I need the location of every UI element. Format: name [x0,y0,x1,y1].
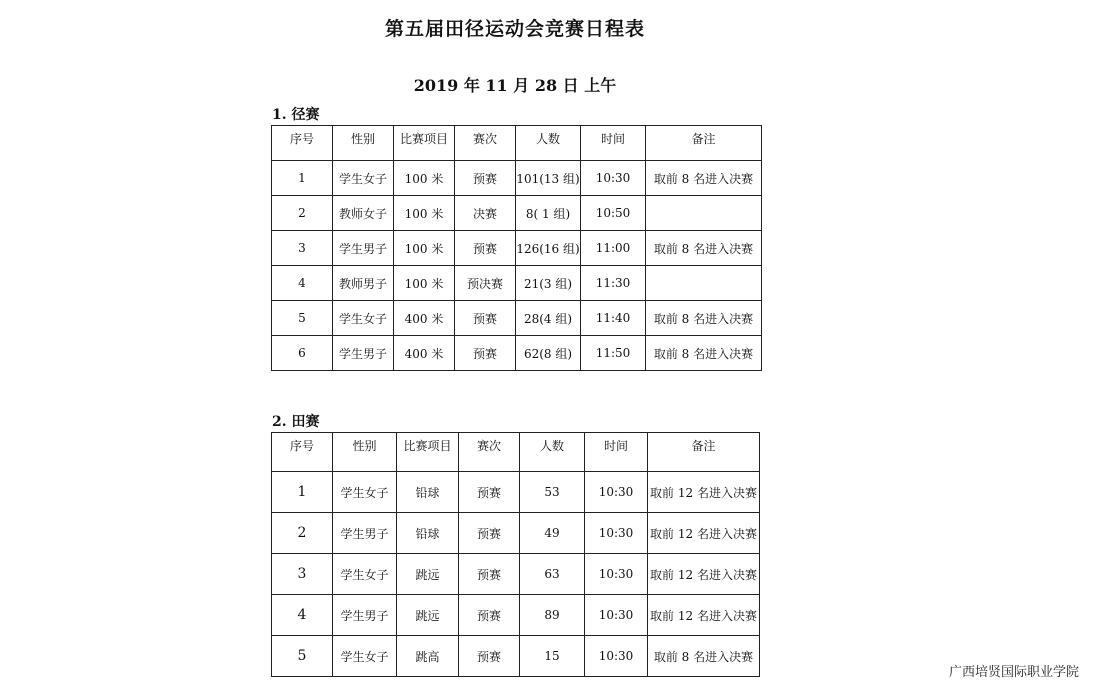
cell-round: 预赛 [455,301,516,336]
cell-count: 101(13 组) [516,161,581,196]
cell-round: 预赛 [459,513,520,554]
cell-gender: 教师女子 [333,196,394,231]
header-round: 赛次 [455,126,516,161]
cell-gender: 学生女子 [333,301,394,336]
header-time: 时间 [585,433,648,472]
cell-gender: 学生男子 [333,513,397,554]
table-row [272,301,762,336]
table-row [272,513,760,554]
cell-event: 100 米 [394,266,455,301]
cell-time: 10:30 [581,161,646,196]
cell-event: 铅球 [397,472,459,513]
header-notes: 备注 [648,433,760,472]
cell-notes: 取前 12 名进入决赛 [648,554,760,595]
cell-round: 预决赛 [455,266,516,301]
cell-notes [646,196,762,231]
cell-gender: 学生女子 [333,161,394,196]
cell-count: 21(3 组) [516,266,581,301]
cell-event: 跳远 [397,595,459,636]
table-row [272,196,762,231]
watermark-text: 广西培贤国际职业学院 [948,665,1079,680]
document-title: 第五届田径运动会竞赛日程表 [384,18,645,40]
header-seq: 序号 [272,433,333,472]
cell-gender: 教师男子 [333,266,394,301]
field-schedule-table [271,432,760,677]
header-notes: 备注 [646,126,762,161]
header-seq: 序号 [272,126,333,161]
cell-time: 11:30 [581,266,646,301]
cell-seq: 4 [272,266,333,301]
cell-seq: 2 [272,196,333,231]
track-section-heading: 1. 径赛 [272,107,320,123]
cell-count: 15 [520,636,585,677]
header-round: 赛次 [459,433,520,472]
cell-time: 11:40 [581,301,646,336]
cell-notes: 取前 8 名进入决赛 [646,161,762,196]
cell-round: 决赛 [455,196,516,231]
cell-round: 预赛 [455,161,516,196]
table-header-row [272,433,760,472]
header-gender: 性别 [333,126,394,161]
cell-count: 53 [520,472,585,513]
cell-time: 10:30 [585,554,648,595]
table-row [272,472,760,513]
cell-gender: 学生男子 [333,336,394,371]
cell-event: 100 米 [394,161,455,196]
cell-seq: 5 [272,301,333,336]
cell-event: 100 米 [394,196,455,231]
cell-notes: 取前 8 名进入决赛 [646,301,762,336]
cell-seq: 5 [272,636,333,677]
header-count: 人数 [516,126,581,161]
cell-count: 8( 1 组) [516,196,581,231]
table-row [272,266,762,301]
cell-seq: 1 [272,161,333,196]
table-row [272,636,760,677]
cell-notes: 取前 8 名进入决赛 [648,636,760,677]
cell-round: 预赛 [459,472,520,513]
cell-notes [646,266,762,301]
cell-seq: 3 [272,231,333,266]
cell-notes: 取前 12 名进入决赛 [648,513,760,554]
cell-round: 预赛 [459,554,520,595]
cell-event: 100 米 [394,231,455,266]
cell-gender: 学生男子 [333,231,394,266]
cell-time: 11:50 [581,336,646,371]
cell-count: 126(16 组) [516,231,581,266]
field-section-heading: 2. 田赛 [272,414,320,430]
cell-round: 预赛 [459,636,520,677]
cell-time: 10:30 [585,636,648,677]
cell-notes: 取前 12 名进入决赛 [648,472,760,513]
cell-round: 预赛 [455,231,516,266]
table-row [272,595,760,636]
table-row [272,231,762,266]
cell-seq: 1 [272,472,333,513]
table-row [272,161,762,196]
cell-event: 400 米 [394,301,455,336]
cell-event: 400 米 [394,336,455,371]
cell-time: 11:00 [581,231,646,266]
cell-gender: 学生女子 [333,636,397,677]
header-count: 人数 [520,433,585,472]
table-header-row [272,126,762,161]
cell-count: 89 [520,595,585,636]
cell-event: 铅球 [397,513,459,554]
cell-gender: 学生男子 [333,595,397,636]
cell-time: 10:30 [585,595,648,636]
header-event: 比赛项目 [394,126,455,161]
cell-round: 预赛 [459,595,520,636]
header-gender: 性别 [333,433,397,472]
cell-count: 49 [520,513,585,554]
cell-count: 63 [520,554,585,595]
cell-time: 10:30 [585,472,648,513]
cell-time: 10:30 [585,513,648,554]
cell-event: 跳远 [397,554,459,595]
cell-count: 28(4 组) [516,301,581,336]
header-event: 比赛项目 [397,433,459,472]
cell-notes: 取前 12 名进入决赛 [648,595,760,636]
cell-seq: 3 [272,554,333,595]
cell-seq: 2 [272,513,333,554]
header-time: 时间 [581,126,646,161]
cell-event: 跳高 [397,636,459,677]
cell-count: 62(8 组) [516,336,581,371]
table-row [272,554,760,595]
track-schedule-table [271,125,762,371]
cell-time: 10:50 [581,196,646,231]
cell-notes: 取前 8 名进入决赛 [646,231,762,266]
cell-notes: 取前 8 名进入决赛 [646,336,762,371]
cell-seq: 6 [272,336,333,371]
cell-gender: 学生女子 [333,554,397,595]
cell-seq: 4 [272,595,333,636]
cell-round: 预赛 [455,336,516,371]
cell-gender: 学生女子 [333,472,397,513]
schedule-date: 2019 年 11 月 28 日 上午 [413,76,617,95]
table-row [272,336,762,371]
